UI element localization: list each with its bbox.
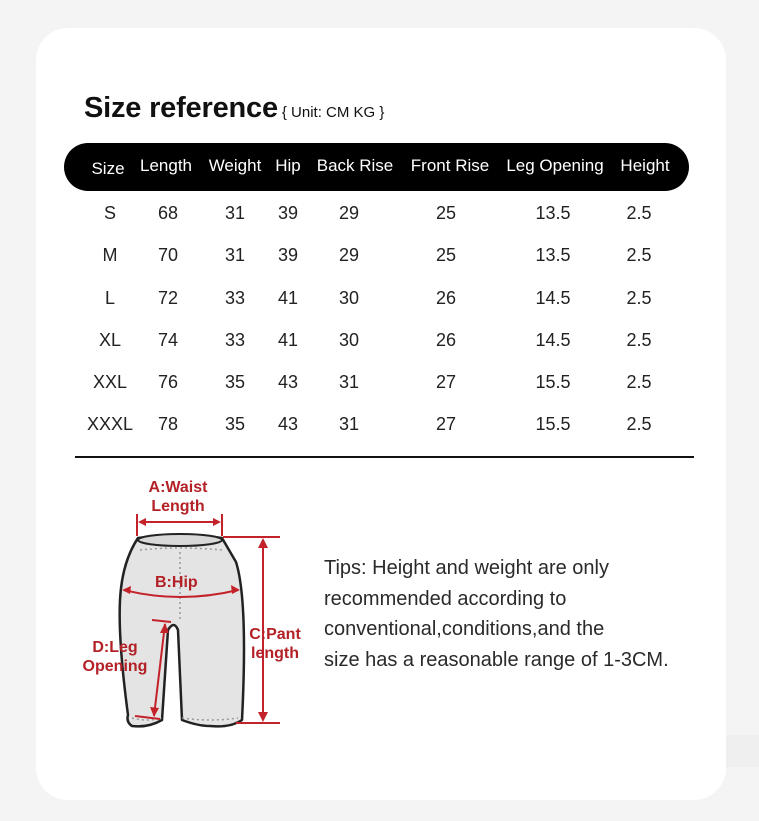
column-header-hip: Hip [275, 156, 301, 175]
cell-back-rise: 30 [338, 330, 360, 350]
column-header-size: Size [91, 159, 125, 178]
cell-weight: 33 [224, 330, 246, 350]
label-waist-length [140, 478, 216, 516]
cell-weight: 31 [224, 245, 246, 265]
cell-length: 76 [157, 372, 179, 392]
cell-hip: 41 [277, 288, 299, 308]
cell-hip: 39 [277, 203, 299, 223]
unit-note: { Unit: CM KG } [281, 104, 385, 121]
cell-front-rise: 27 [435, 414, 457, 434]
label-pant-line1: C:Pant [249, 626, 301, 643]
tips-line: conventional,conditions,and the [324, 618, 605, 640]
label-hip: B:Hip [155, 574, 198, 591]
cell-height: 2.5 [626, 330, 652, 350]
cell-front-rise: 27 [435, 372, 457, 392]
label-waist-line2: Length [151, 498, 205, 515]
label-pant-line2: length [251, 645, 299, 662]
title-row [84, 92, 384, 125]
cell-length: 78 [157, 414, 179, 434]
cell-size: M [102, 245, 118, 265]
cell-leg-opening: 14.5 [535, 288, 571, 308]
cell-hip: 43 [277, 372, 299, 392]
cell-size: XL [98, 330, 122, 350]
cell-height: 2.5 [626, 372, 652, 392]
cell-hip: 43 [277, 414, 299, 434]
cell-weight: 31 [224, 203, 246, 223]
column-header-leg-opening: Leg Opening [506, 156, 604, 175]
cell-leg-opening: 14.5 [535, 330, 571, 350]
column-header-front-rise: Front Rise [410, 156, 490, 175]
tips-line: Tips: Height and weight are only [324, 557, 609, 579]
cell-front-rise: 26 [435, 288, 457, 308]
column-header-back-rise: Back Rise [316, 156, 394, 175]
cell-length: 72 [157, 288, 179, 308]
cell-leg-opening: 13.5 [535, 245, 571, 265]
column-header-length: Length [140, 156, 192, 175]
cell-length: 74 [157, 330, 179, 350]
side-tab [726, 735, 759, 767]
cell-height: 2.5 [626, 203, 652, 223]
cell-front-rise: 26 [435, 330, 457, 350]
table-header [64, 143, 689, 191]
cell-leg-opening: 15.5 [535, 372, 571, 392]
tips-line: recommended according to [324, 587, 567, 610]
cell-size: XXL [92, 372, 128, 392]
cell-hip: 39 [277, 245, 299, 265]
cell-front-rise: 25 [435, 203, 457, 223]
label-leg-line1: D:Leg [92, 639, 138, 656]
cell-back-rise: 30 [338, 288, 360, 308]
tips-line: size has a reasonable range of 1-3CM. [324, 648, 669, 671]
cell-size: S [103, 203, 117, 223]
cell-leg-opening: 15.5 [535, 414, 571, 434]
label-pant-length [244, 625, 306, 663]
cell-size: L [104, 288, 116, 308]
cell-length: 70 [157, 245, 179, 265]
page-title: Size reference [84, 92, 278, 124]
size-tips [324, 553, 724, 675]
cell-size: XXXL [86, 414, 134, 434]
section-divider [75, 456, 694, 458]
cell-weight: 33 [224, 288, 246, 308]
cell-leg-opening: 13.5 [535, 203, 571, 223]
column-header-weight: Weight [208, 156, 262, 175]
cell-hip: 41 [277, 330, 299, 350]
cell-back-rise: 31 [338, 372, 360, 392]
cell-length: 68 [157, 203, 179, 223]
pants-measurement-diagram [70, 470, 320, 740]
label-waist-line1: A:Waist [148, 479, 208, 496]
cell-back-rise: 29 [338, 245, 360, 265]
cell-front-rise: 25 [435, 245, 457, 265]
cell-height: 2.5 [626, 245, 652, 265]
label-leg-opening [76, 638, 154, 676]
column-header-height: Height [620, 156, 670, 175]
cell-weight: 35 [224, 414, 246, 434]
cell-weight: 35 [224, 372, 246, 392]
cell-height: 2.5 [626, 414, 652, 434]
cell-back-rise: 31 [338, 414, 360, 434]
label-leg-line2: Opening [82, 658, 148, 675]
cell-height: 2.5 [626, 288, 652, 308]
cell-back-rise: 29 [338, 203, 360, 223]
